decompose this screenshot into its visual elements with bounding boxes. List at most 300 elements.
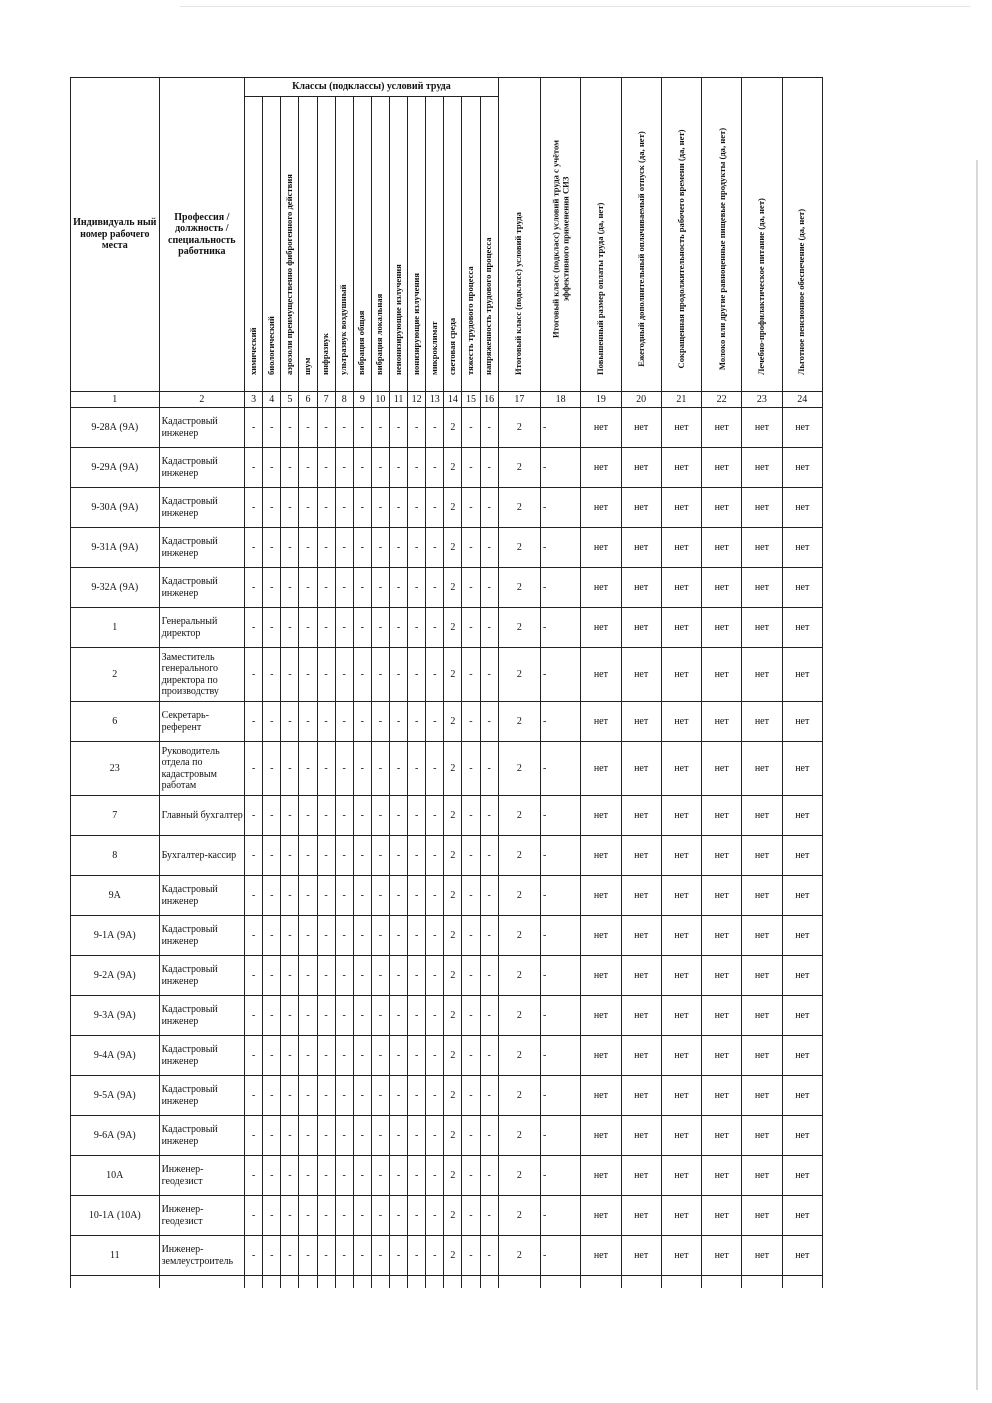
benefit-cell: нет [742,876,782,916]
factor-class-cell: - [281,448,299,488]
empty-cell [661,1276,701,1289]
profession-cell: Инженер-геодезист [159,1156,245,1196]
final-class-cell: 2 [498,648,540,702]
factor-class-cell: - [371,1196,389,1236]
final-class-cell: 2 [498,996,540,1036]
benefit-cell: нет [621,448,661,488]
benefit-cell: нет [702,1076,742,1116]
factor-class-cell: - [317,876,335,916]
profession-cell: Кадастровый инженер [159,528,245,568]
benefit-cell: нет [742,1076,782,1116]
factor-class-cell: - [389,1116,407,1156]
factor-class-cell: - [245,648,263,702]
benefit-cell: нет [742,1036,782,1076]
empty-cell [71,1276,160,1289]
workplace-number-cell: 9-31А (9А) [71,528,160,568]
table-row [71,408,823,448]
final-class-siz-cell: - [541,876,581,916]
factor-class-cell: 2 [444,1236,462,1276]
factor-class-cell: - [335,608,353,648]
factor-class-cell: - [353,1196,371,1236]
benefit-cell: нет [621,916,661,956]
benefit-cell: нет [702,608,742,648]
factor-class-cell: - [245,488,263,528]
factor-label: шум [302,357,313,376]
factor-class-cell: - [389,648,407,702]
table-row [71,528,823,568]
final-class-cell: 2 [498,1116,540,1156]
factor-class-cell: - [480,702,498,742]
benefit-cell: нет [661,702,701,742]
col-header-milk: Молоко или другие равноценные пищевые продукты (да, нет) [716,128,727,371]
factor-class-cell: - [299,648,317,702]
factor-class-cell: - [353,956,371,996]
factor-class-cell: - [245,1036,263,1076]
factor-class-cell: - [263,1236,281,1276]
factor-class-cell: - [281,1116,299,1156]
empty-cell [541,1276,581,1289]
benefit-cell: нет [782,702,822,742]
final-class-siz-cell: - [541,528,581,568]
benefit-cell: нет [742,528,782,568]
factor-class-cell: - [317,448,335,488]
benefit-cell: нет [581,916,621,956]
col-header-workplace-number: Индивидуаль ный номер рабочего места [71,78,160,392]
factor-class-cell: - [281,648,299,702]
workplace-number-cell: 9-3А (9А) [71,996,160,1036]
factor-class-cell: - [389,408,407,448]
benefit-cell: нет [661,488,701,528]
benefit-cell: нет [702,1036,742,1076]
factor-class-cell: - [263,608,281,648]
factor-class-cell: - [480,1036,498,1076]
factor-class-cell: - [371,742,389,796]
column-number: 17 [498,392,540,408]
benefit-cell: нет [742,702,782,742]
factor-class-cell: - [299,796,317,836]
factor-class-cell: - [389,796,407,836]
factor-class-cell: - [353,742,371,796]
benefit-cell: нет [621,1116,661,1156]
column-number: 7 [317,392,335,408]
benefit-cell: нет [702,796,742,836]
factor-class-cell: - [299,836,317,876]
continuation-row [71,1276,823,1289]
factor-class-cell: - [263,568,281,608]
factor-class-cell: - [389,448,407,488]
benefit-cell: нет [581,648,621,702]
benefit-cell: нет [782,956,822,996]
column-number: 15 [462,392,480,408]
profession-cell: Бухгалтер-кассир [159,836,245,876]
table-row [71,1156,823,1196]
benefit-cell: нет [742,648,782,702]
factor-class-cell: - [281,996,299,1036]
col-header-extra-leave: Ежегодный дополнительный оплачиваемый отпуск (да, нет) [636,131,647,367]
factor-class-cell: - [408,1116,426,1156]
final-class-cell: 2 [498,956,540,996]
factor-class-cell: - [299,568,317,608]
empty-cell [462,1276,480,1289]
column-number: 6 [299,392,317,408]
final-class-siz-cell: - [541,1036,581,1076]
factor-class-cell: 2 [444,742,462,796]
factor-class-cell: - [263,488,281,528]
factor-class-cell: - [245,742,263,796]
factor-class-cell: 2 [444,956,462,996]
benefit-cell: нет [581,488,621,528]
factor-class-cell: - [299,1116,317,1156]
benefit-cell: нет [621,742,661,796]
benefit-cell: нет [742,916,782,956]
factor-class-cell: 2 [444,488,462,528]
factor-class-cell: - [245,876,263,916]
benefit-cell: нет [581,608,621,648]
profession-cell: Руководитель отдела по кадастровым работам [159,742,245,796]
factor-class-cell: - [299,996,317,1036]
final-class-cell: 2 [498,1076,540,1116]
factor-label: неионизирующие излучения [392,264,403,376]
benefit-cell: нет [702,876,742,916]
benefit-cell: нет [581,876,621,916]
factor-class-cell: - [426,876,444,916]
benefit-cell: нет [581,1196,621,1236]
benefit-cell: нет [702,956,742,996]
factor-class-cell: - [335,1116,353,1156]
factor-class-cell: - [299,956,317,996]
factor-class-cell: - [335,1236,353,1276]
col-header-therapeutic-food: Лечебно-профилактическое питание (да, нет) [755,197,766,375]
factor-class-cell: - [317,916,335,956]
factor-class-cell: - [245,448,263,488]
final-class-siz-cell: - [541,408,581,448]
benefit-cell: нет [661,996,701,1036]
benefit-cell: нет [782,876,822,916]
benefit-cell: нет [782,648,822,702]
factor-class-cell: - [263,648,281,702]
benefit-cell: нет [742,448,782,488]
workplace-number-cell: 2 [71,648,160,702]
factor-class-cell: - [335,1036,353,1076]
column-number: 1 [71,392,160,408]
table-row [71,956,823,996]
factor-header-12 [408,97,426,392]
column-number: 22 [702,392,742,408]
benefit-cell: нет [702,1236,742,1276]
factor-class-cell: - [245,1196,263,1236]
empty-cell [281,1276,299,1289]
benefit-cell: нет [702,1116,742,1156]
workplace-number-cell: 9-32А (9А) [71,568,160,608]
factor-class-cell: - [281,608,299,648]
factor-class-cell: - [317,742,335,796]
benefit-cell: нет [581,742,621,796]
workplace-number-cell: 10А [71,1156,160,1196]
benefit-cell: нет [661,648,701,702]
col-header-pension: Льготное пенсионное обеспечение (да, нет) [796,208,807,375]
workplace-number-cell: 9-4А (9А) [71,1036,160,1076]
empty-cell [742,1276,782,1289]
benefit-cell: нет [782,408,822,448]
benefit-cell: нет [621,996,661,1036]
benefit-cell: нет [742,608,782,648]
factor-class-cell: - [245,608,263,648]
empty-cell [245,1276,263,1289]
col-header-22 [702,78,742,392]
factor-class-cell: - [299,408,317,448]
factor-class-cell: - [426,528,444,568]
table-row [71,916,823,956]
empty-cell [581,1276,621,1289]
factor-class-cell: - [480,742,498,796]
factor-label: инфразвук [320,333,331,376]
factor-class-cell: - [317,1036,335,1076]
final-class-cell: 2 [498,528,540,568]
factor-class-cell: - [353,996,371,1036]
benefit-cell: нет [621,796,661,836]
factor-class-cell: - [408,608,426,648]
benefit-cell: нет [581,448,621,488]
factor-class-cell: - [245,568,263,608]
factor-class-cell: - [245,702,263,742]
factor-class-cell: - [408,702,426,742]
benefit-cell: нет [661,528,701,568]
empty-cell [299,1276,317,1289]
factor-class-cell: - [245,1076,263,1116]
factor-class-cell: - [389,742,407,796]
factor-class-cell: - [335,528,353,568]
profession-cell: Кадастровый инженер [159,1116,245,1156]
factor-class-cell: - [462,796,480,836]
table-row [71,796,823,836]
factor-class-cell: 2 [444,702,462,742]
table-row [71,608,823,648]
factor-class-cell: - [389,568,407,608]
benefit-cell: нет [581,1236,621,1276]
factor-label: вибрация общая [356,310,367,376]
factor-header-3 [245,97,263,392]
factor-class-cell: - [389,836,407,876]
final-class-siz-cell: - [541,1076,581,1116]
factor-label: напряженность трудового процесса [483,237,494,376]
factor-class-cell: - [389,876,407,916]
empty-cell [335,1276,353,1289]
final-class-cell: 2 [498,1036,540,1076]
factor-class-cell: - [299,1156,317,1196]
benefit-cell: нет [702,488,742,528]
final-class-cell: 2 [498,796,540,836]
benefit-cell: нет [621,836,661,876]
col-header-increased-pay: Повышенный размер оплаты труда (да, нет) [594,202,605,375]
factor-class-cell: - [426,956,444,996]
column-number: 5 [281,392,299,408]
factor-class-cell: - [371,996,389,1036]
factor-class-cell: - [389,608,407,648]
factor-class-cell: - [389,916,407,956]
factor-class-cell: - [353,916,371,956]
factor-class-cell: - [371,608,389,648]
benefit-cell: нет [581,1076,621,1116]
profession-cell: Инженер-геодезист [159,1196,245,1236]
profession-cell: Кадастровый инженер [159,876,245,916]
table-row [71,1036,823,1076]
table-row [71,448,823,488]
factor-header-11 [389,97,407,392]
factor-label: вибрация локальная [374,293,385,376]
final-class-cell: 2 [498,608,540,648]
factor-class-cell: - [335,702,353,742]
factor-label: ультразвук воздушный [338,284,349,376]
final-class-cell: 2 [498,408,540,448]
benefit-cell: нет [782,1036,822,1076]
column-number-row [71,392,823,408]
column-number: 9 [353,392,371,408]
factor-class-cell: - [426,836,444,876]
factor-class-cell: - [462,528,480,568]
final-class-cell: 2 [498,488,540,528]
final-class-siz-cell: - [541,648,581,702]
factor-class-cell: - [408,528,426,568]
empty-cell [159,1276,245,1289]
benefit-cell: нет [621,956,661,996]
benefit-cell: нет [621,608,661,648]
benefit-cell: нет [702,916,742,956]
factor-class-cell: - [371,876,389,916]
factor-header-16 [480,97,498,392]
factor-class-cell: - [317,956,335,996]
factor-class-cell: - [335,742,353,796]
factor-class-cell: - [353,796,371,836]
column-number: 11 [389,392,407,408]
factor-class-cell: - [353,608,371,648]
factor-class-cell: - [371,648,389,702]
table-row [71,702,823,742]
final-class-siz-cell: - [541,996,581,1036]
factor-class-cell: - [245,1236,263,1276]
factor-class-cell: - [426,488,444,528]
factor-class-cell: - [353,448,371,488]
final-class-siz-cell: - [541,608,581,648]
profession-cell: Кадастровый инженер [159,408,245,448]
factor-class-cell: - [480,648,498,702]
benefit-cell: нет [782,996,822,1036]
factor-class-cell: - [389,488,407,528]
benefit-cell: нет [621,1236,661,1276]
benefit-cell: нет [621,876,661,916]
factor-class-cell: - [353,1076,371,1116]
factor-class-cell: - [317,796,335,836]
factor-class-cell: - [480,1196,498,1236]
factor-class-cell: - [263,448,281,488]
empty-cell [782,1276,822,1289]
factor-class-cell: - [317,608,335,648]
factor-class-cell: - [462,1196,480,1236]
benefit-cell: нет [782,488,822,528]
factor-class-cell: - [317,1156,335,1196]
factor-class-cell: - [408,796,426,836]
column-number: 13 [426,392,444,408]
factor-class-cell: - [462,648,480,702]
factor-class-cell: - [299,1036,317,1076]
factor-class-cell: - [371,1236,389,1276]
factor-class-cell: - [462,608,480,648]
col-header-20 [621,78,661,392]
factor-class-cell: - [462,996,480,1036]
benefit-cell: нет [742,836,782,876]
empty-cell [317,1276,335,1289]
final-class-siz-cell: - [541,568,581,608]
profession-cell: Кадастровый инженер [159,488,245,528]
factor-class-cell: - [480,1156,498,1196]
factor-class-cell: - [245,528,263,568]
benefit-cell: нет [782,608,822,648]
benefit-cell: нет [742,488,782,528]
empty-cell [263,1276,281,1289]
factor-label: химический [247,327,258,376]
factor-class-cell: - [299,742,317,796]
final-class-siz-cell: - [541,1236,581,1276]
factor-class-cell: - [317,648,335,702]
factor-class-cell: - [480,568,498,608]
factor-label: микроклимат [428,321,439,376]
column-number: 14 [444,392,462,408]
profession-cell: Генеральный директор [159,608,245,648]
benefit-cell: нет [621,702,661,742]
factor-class-cell: - [371,568,389,608]
final-class-cell: 2 [498,916,540,956]
factor-class-cell: - [263,528,281,568]
final-class-siz-cell: - [541,956,581,996]
factor-header-8 [335,97,353,392]
profession-cell: Кадастровый инженер [159,568,245,608]
factor-header-9 [353,97,371,392]
column-number: 18 [541,392,581,408]
factor-class-cell: - [281,876,299,916]
final-class-siz-cell: - [541,488,581,528]
factor-class-cell: - [371,1036,389,1076]
factor-class-cell: - [335,996,353,1036]
factor-header-4 [263,97,281,392]
final-class-siz-cell: - [541,916,581,956]
factor-class-cell: - [426,916,444,956]
factor-class-cell: - [335,408,353,448]
factor-class-cell: - [371,702,389,742]
final-class-cell: 2 [498,448,540,488]
factor-class-cell: - [426,408,444,448]
workplace-number-cell: 10-1А (10А) [71,1196,160,1236]
benefit-cell: нет [581,702,621,742]
table-row [71,1196,823,1236]
benefit-cell: нет [702,408,742,448]
factor-label: аэрозоли преимущественно фиброгенного действия [283,174,294,376]
factor-class-cell: - [263,796,281,836]
factor-class-cell: - [335,568,353,608]
factor-class-cell: - [353,1236,371,1276]
factor-class-cell: - [480,996,498,1036]
factor-class-cell: - [353,528,371,568]
benefit-cell: нет [661,1156,701,1196]
table-row [71,996,823,1036]
column-number: 2 [159,392,245,408]
benefit-cell: нет [621,568,661,608]
column-number: 12 [408,392,426,408]
factor-class-cell: - [317,488,335,528]
factor-class-cell: - [371,916,389,956]
factor-class-cell: - [480,1076,498,1116]
factor-class-cell: - [480,1236,498,1276]
workplace-number-cell: 23 [71,742,160,796]
factor-class-cell: - [462,876,480,916]
